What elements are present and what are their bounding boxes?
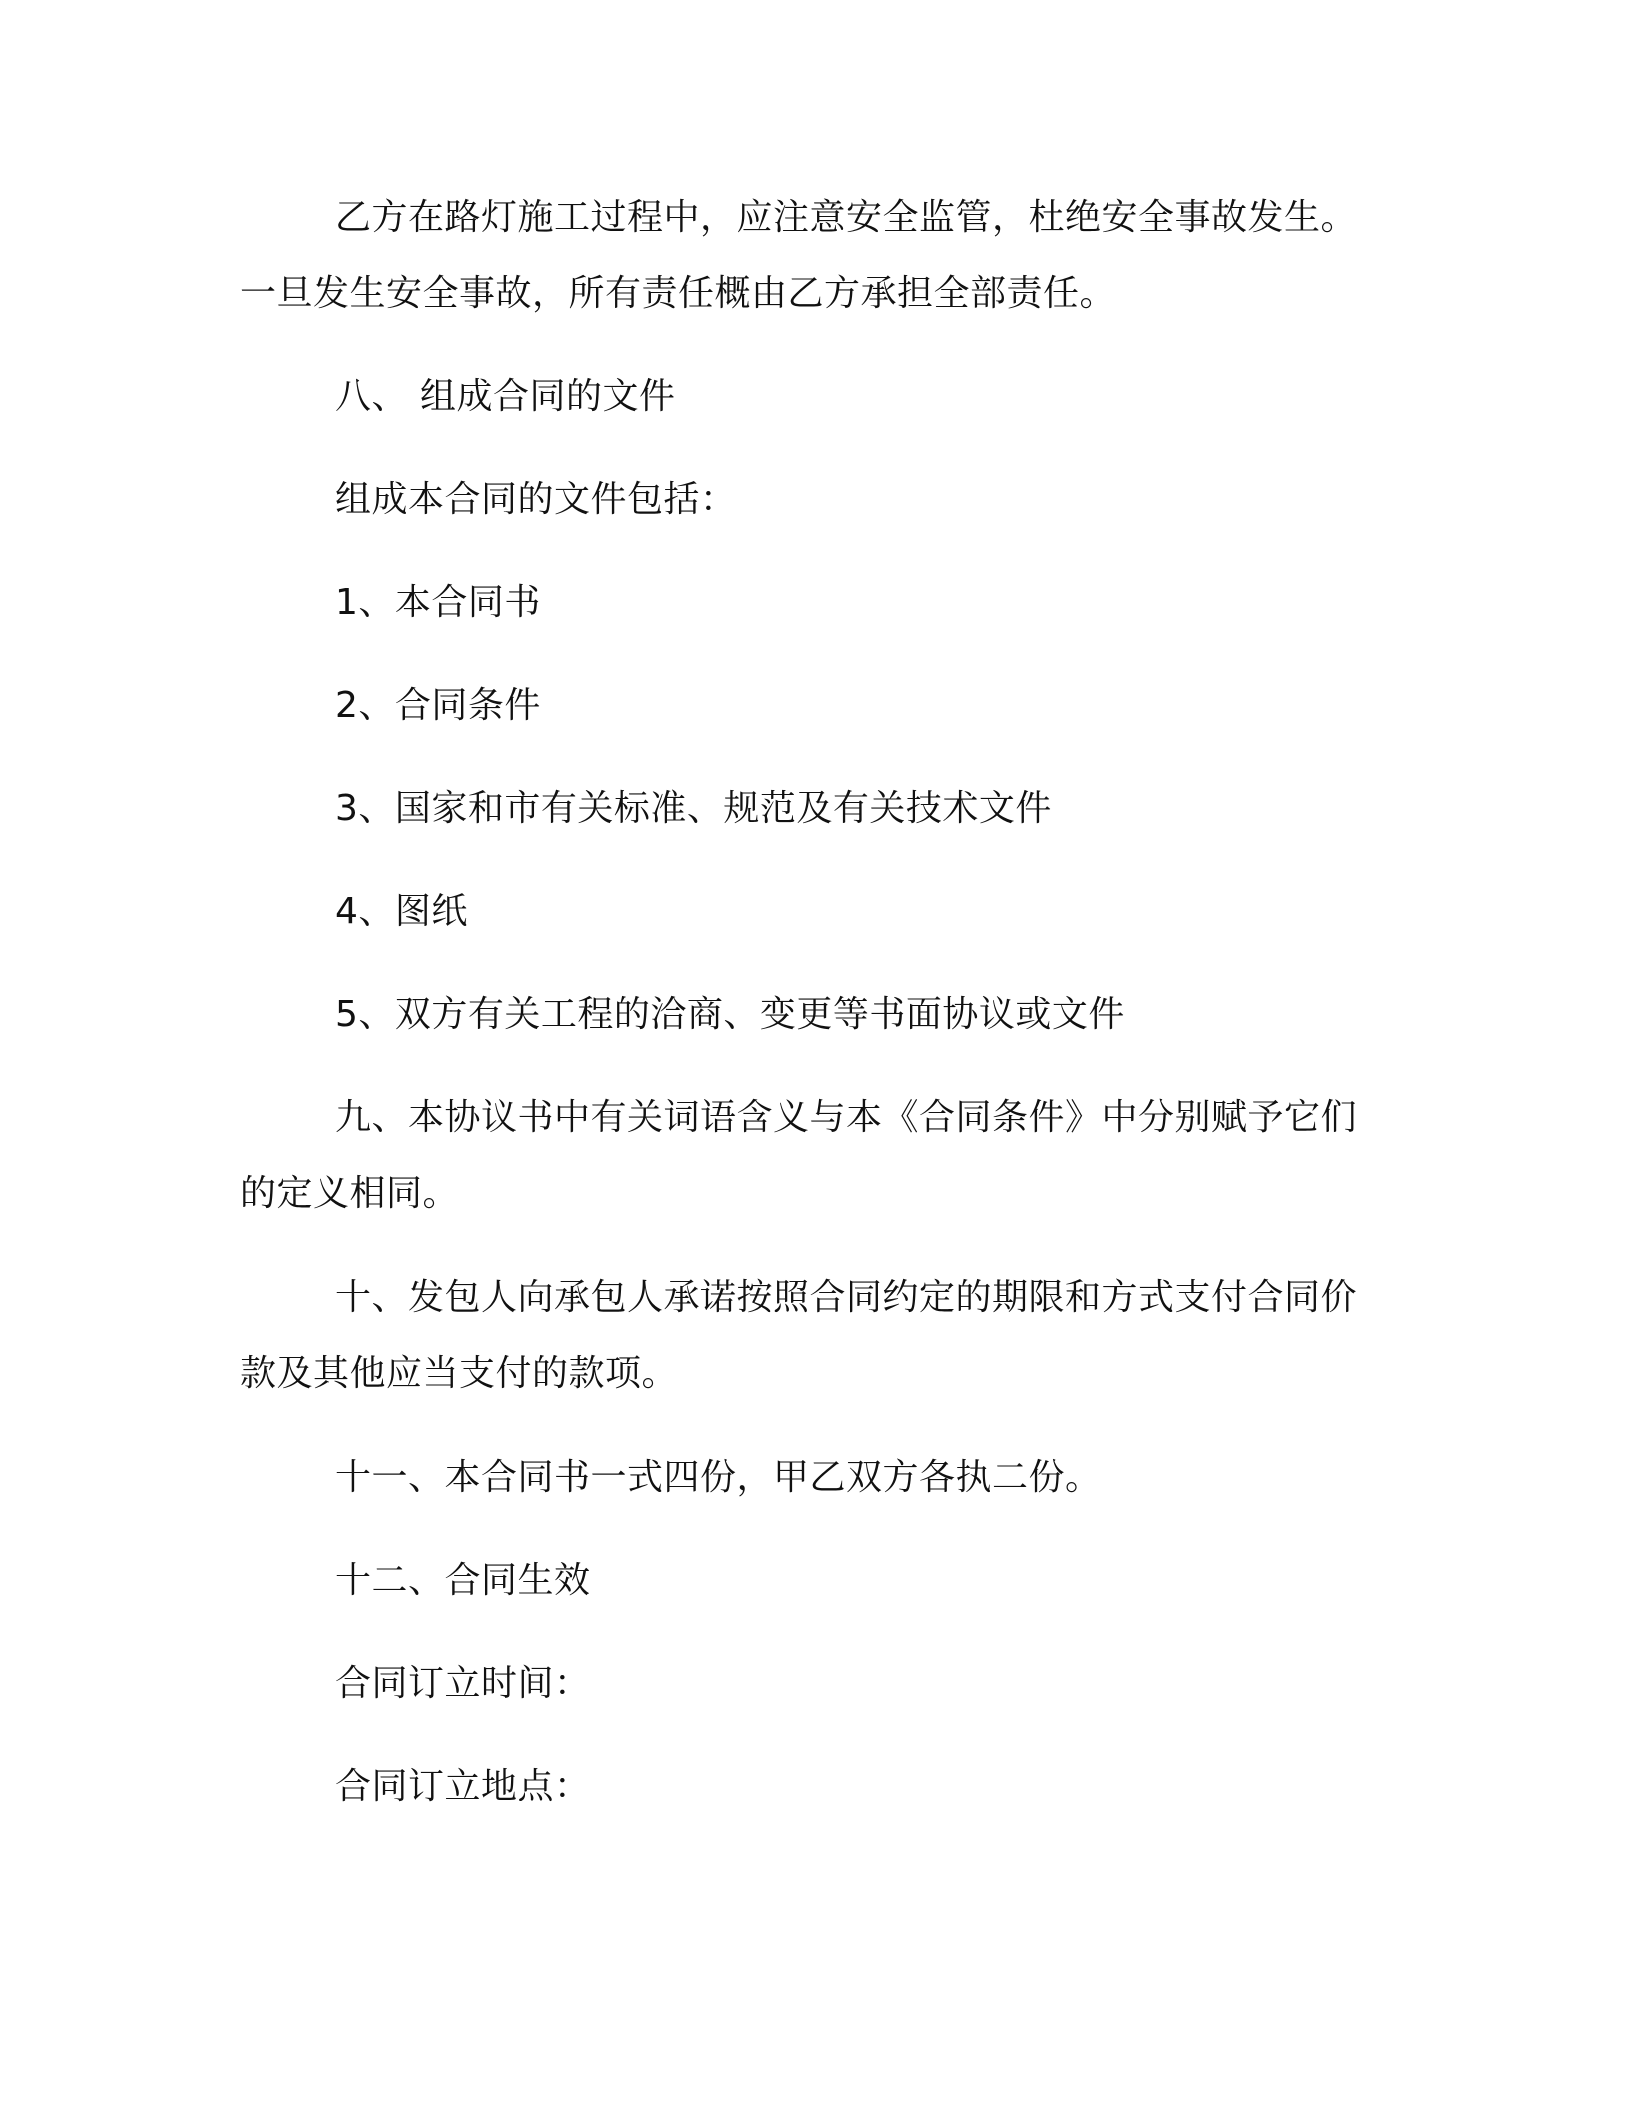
- section-8-item-2: 2、合同条件: [335, 685, 541, 726]
- section-11: 十一、本合同书一式四份，甲乙双方各执二份。: [335, 1457, 1102, 1498]
- safety-clause-line-1: 乙方在路灯施工过程中，应注意安全监管，杜绝安全事故发生。: [335, 197, 1358, 238]
- section-10-line-1: 十、发包人向承包人承诺按照合同约定的期限和方式支付合同价: [335, 1277, 1358, 1318]
- section-10-line-2: 款及其他应当支付的款项。: [240, 1353, 679, 1394]
- signing-place-label: 合同订立地点：: [335, 1766, 591, 1807]
- section-8-item-1: 1、本合同书: [335, 582, 541, 623]
- section-8-item-3: 3、国家和市有关标准、规范及有关技术文件: [335, 788, 1052, 829]
- section-12-heading: 十二、合同生效: [335, 1560, 591, 1601]
- section-9-line-2: 的定义相同。: [240, 1173, 460, 1214]
- section-8-intro: 组成本合同的文件包括：: [335, 479, 737, 520]
- section-8-item-5: 5、双方有关工程的洽商、变更等书面协议或文件: [335, 994, 1125, 1035]
- section-8-heading: 八、 组成合同的文件: [335, 376, 676, 417]
- signing-time-label: 合同订立时间：: [335, 1663, 591, 1704]
- section-8-item-4: 4、图纸: [335, 891, 468, 932]
- safety-clause-line-2: 一旦发生安全事故，所有责任概由乙方承担全部责任。: [240, 273, 1117, 314]
- section-9-line-1: 九、本协议书中有关词语含义与本《合同条件》中分别赋予它们: [335, 1097, 1358, 1138]
